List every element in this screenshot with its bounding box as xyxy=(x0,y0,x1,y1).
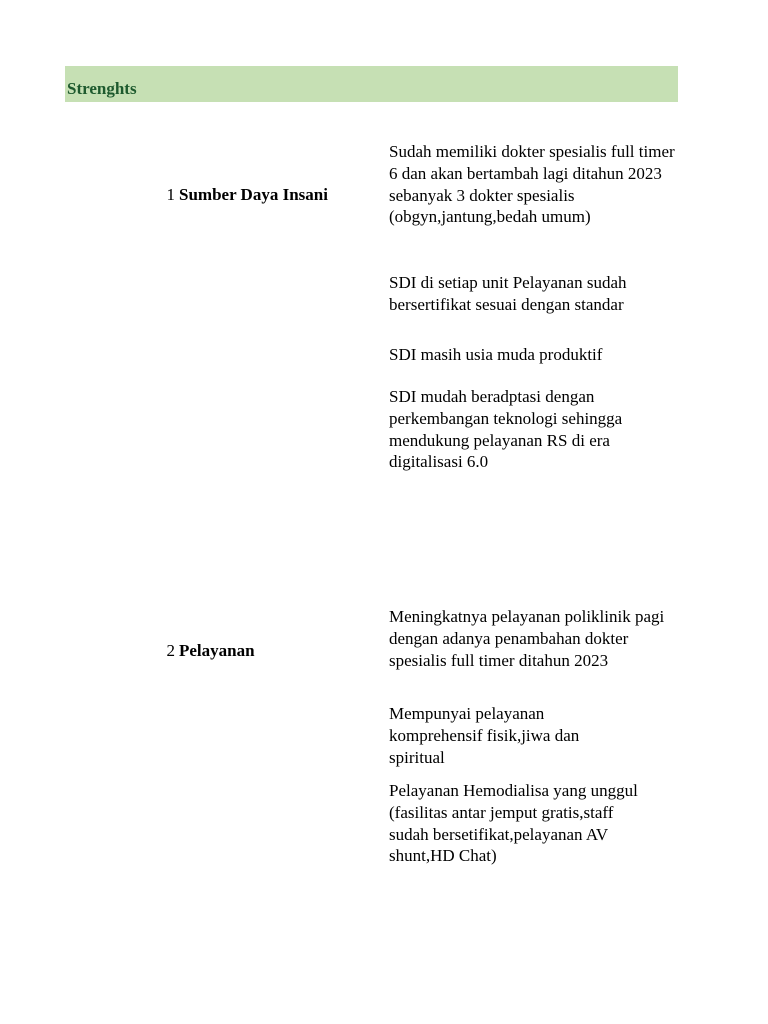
section-number: 1 xyxy=(166,185,175,204)
strength-point: Pelayanan Hemodialisa yang unggul (fasilitas antar jemput gratis,staff sudah bersetifikat,pelayanan AV shunt,HD Chat) xyxy=(389,781,638,866)
section-number: 2 xyxy=(166,641,175,660)
section-label: Sumber Daya Insani xyxy=(179,185,328,204)
strength-point: SDI masih usia muda produktif xyxy=(389,345,603,364)
strength-point: Meningkatnya pelayanan poliklinik pagi dengan adanya penambahan dokter spesialis full timer ditahun 2023 xyxy=(389,607,665,670)
strengths-header-band xyxy=(65,66,678,102)
strength-point: Sudah memiliki dokter spesialis full timer 6 dan akan bertambah lagi ditahun 2023 sebanyak 3 dokter spesialis (obgyn,jantung,bedah umum) xyxy=(389,142,675,227)
strengths-title: Strenghts xyxy=(67,79,137,98)
section-label: Pelayanan xyxy=(179,641,255,660)
strength-point: SDI mudah beradptasi dengan perkembangan teknologi sehingga mendukung pelayanan RS di era digitalisasi 6.0 xyxy=(389,387,623,472)
strength-point: Mempunyai pelayanan komprehensif fisik,jiwa dan spiritual xyxy=(389,704,580,767)
strength-point: SDI di setiap unit Pelayanan sudah bersertifikat sesuai dengan standar xyxy=(389,273,627,314)
